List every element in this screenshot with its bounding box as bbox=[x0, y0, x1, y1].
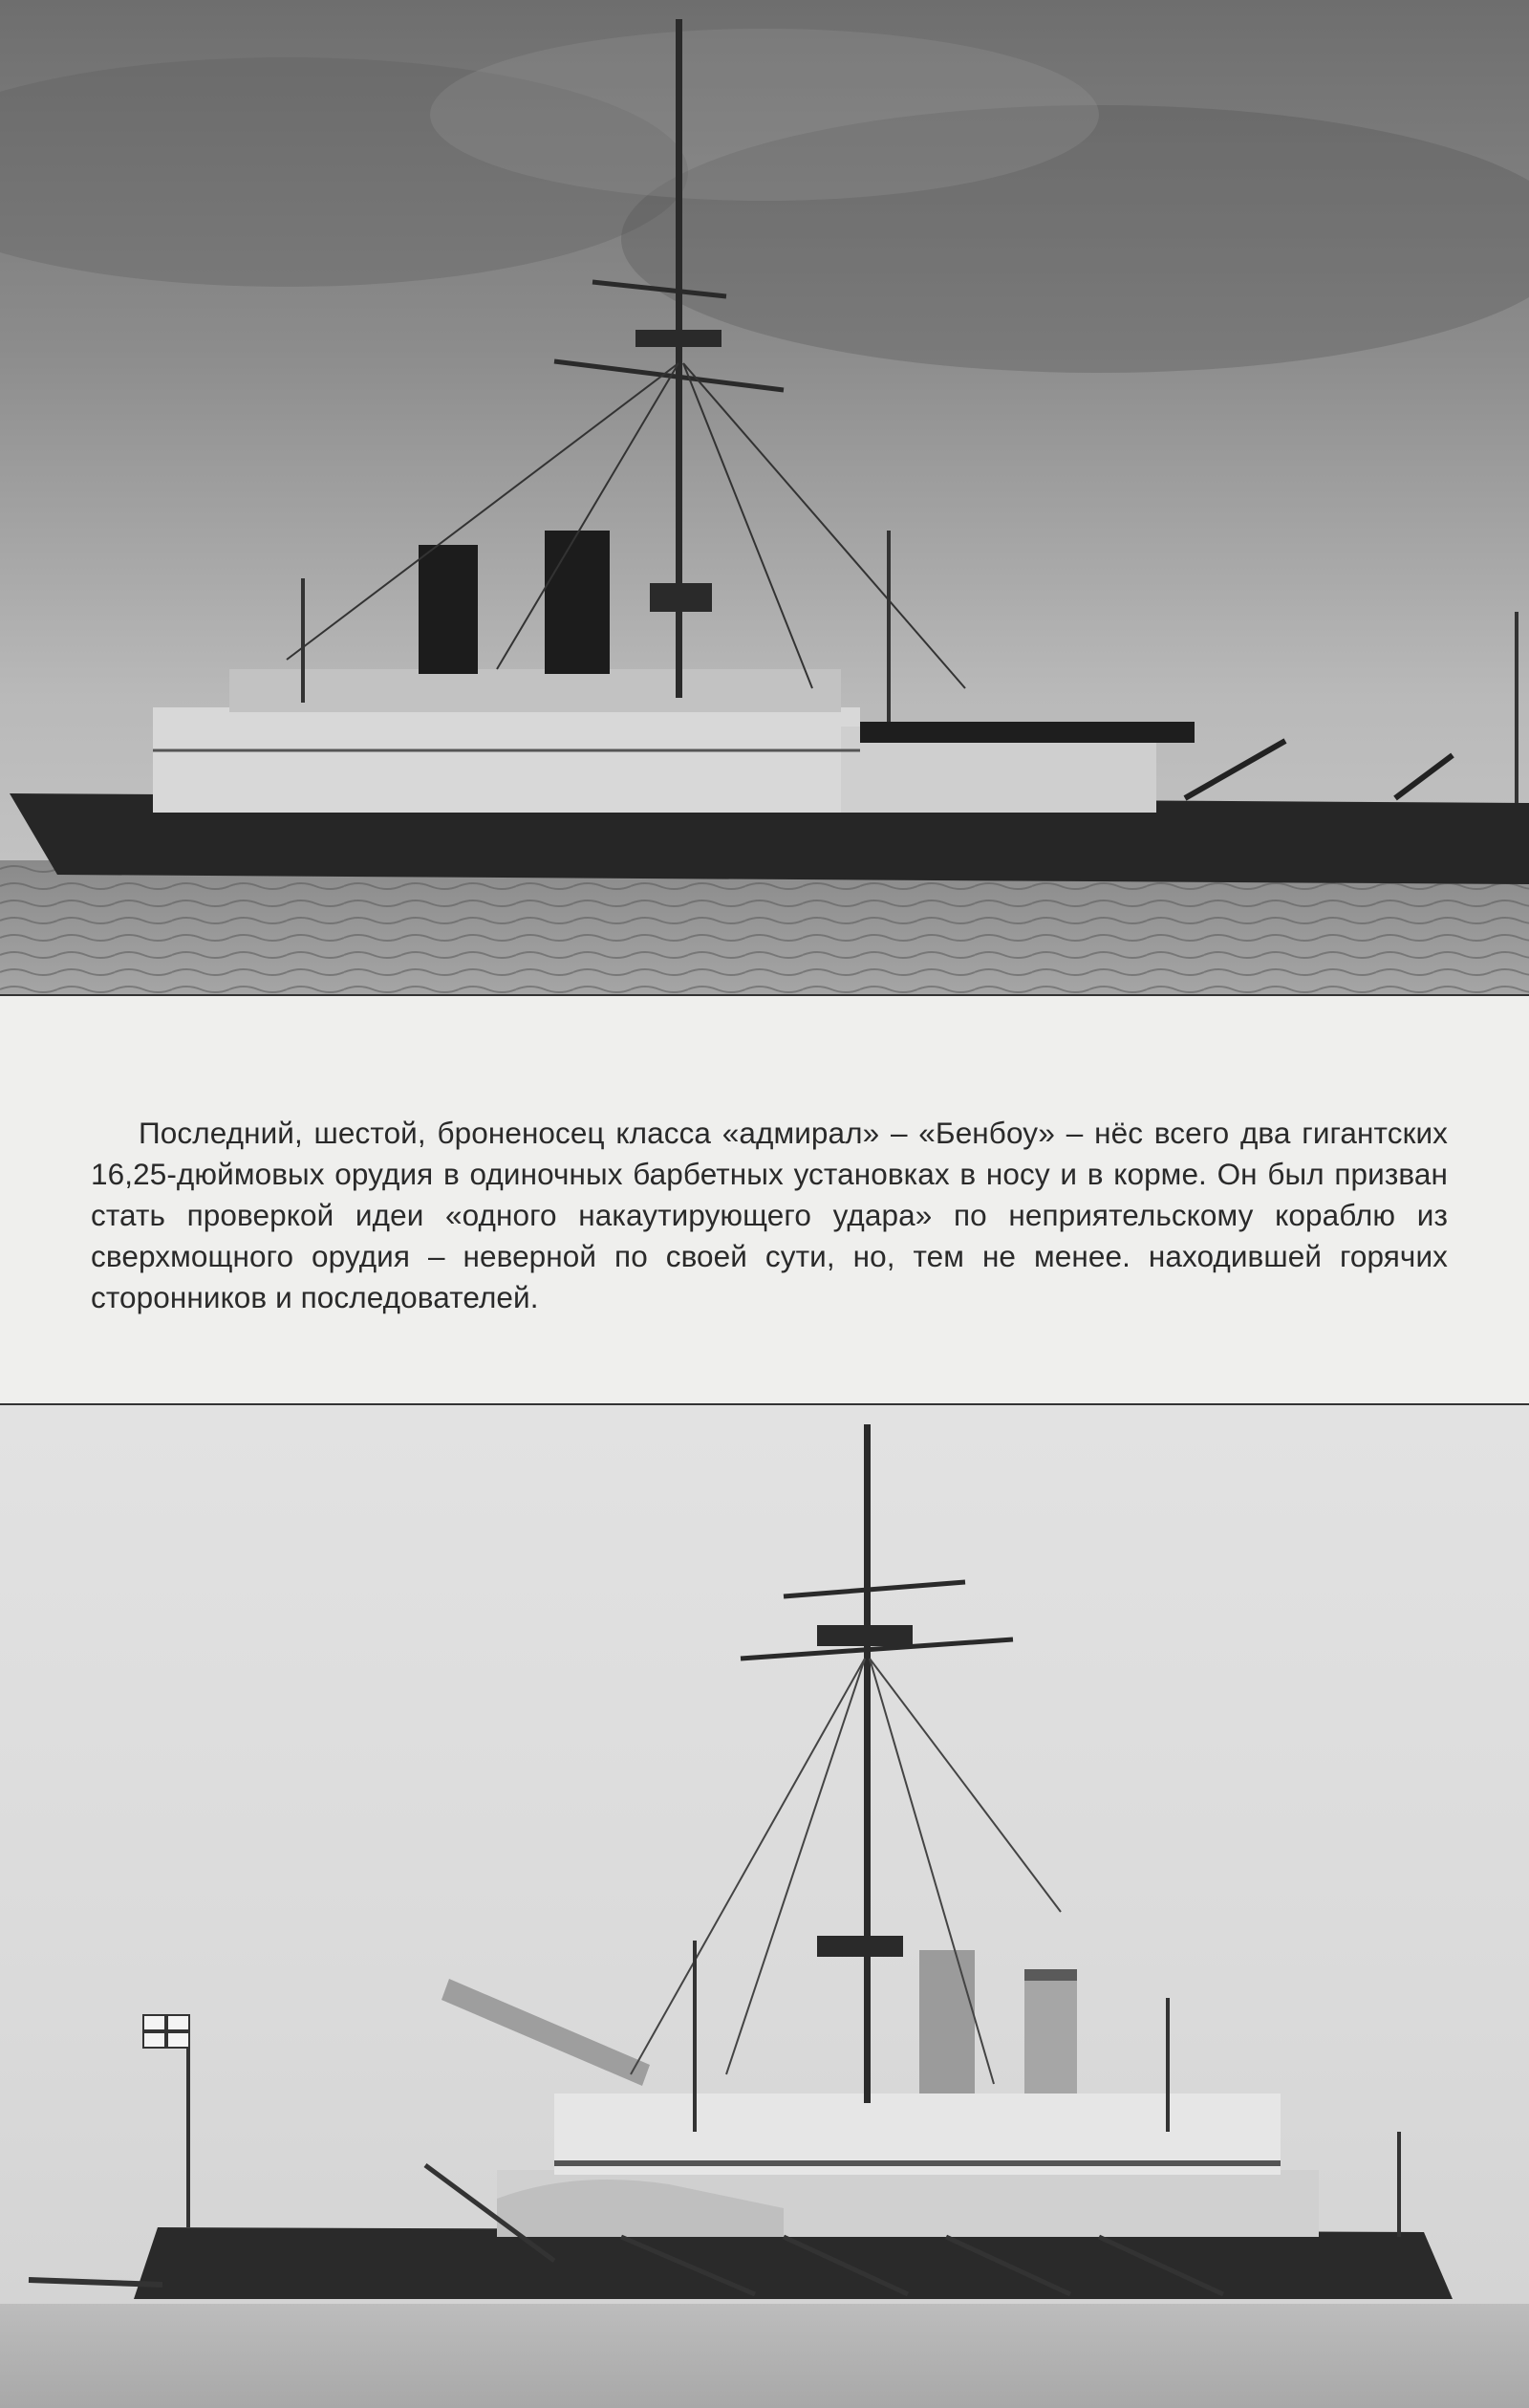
battleship-photo-bottom bbox=[0, 1405, 1529, 2408]
photo-bottom-battleship bbox=[0, 1403, 1529, 2408]
photo-top-battleship bbox=[0, 0, 1529, 996]
battleship-photo-top bbox=[0, 0, 1529, 994]
photo-caption: Последний, шестой, броненосец класса «адмирал» – «Бенбоу» – нёс всего два гигантских 16,25-дюймовых орудия в одиночных барбетных установках в носу и в корме. Он был призван стать проверкой идеи «одного накаутирующего удара» по неприятельскому кораблю из сверхмощного орудия – неверной по своей сути, но, тем не менее. находившей горячих сторонников и последователей. bbox=[91, 1115, 1448, 1314]
